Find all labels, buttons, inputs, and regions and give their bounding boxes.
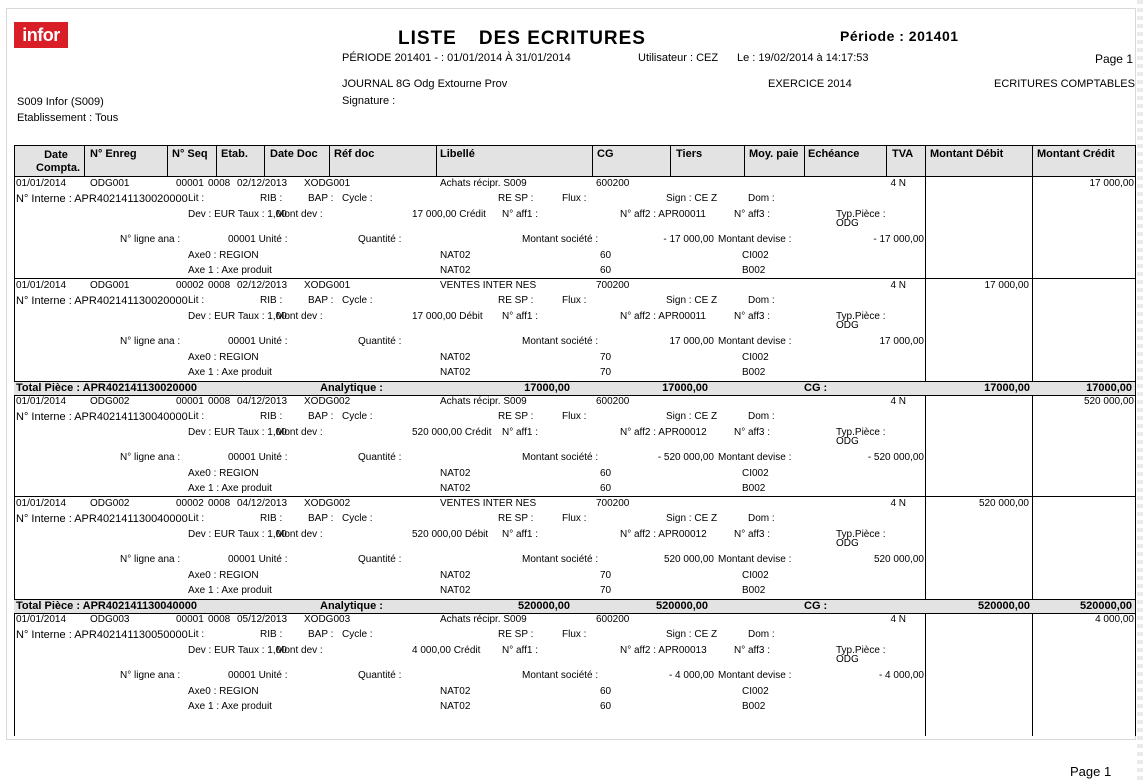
entry-aff2: N° aff2 : APR00013 xyxy=(620,645,707,656)
label-sign: Sign : CE Z xyxy=(666,513,718,524)
entry-aff2: N° aff2 : APR00011 xyxy=(620,311,706,322)
entry-date: 01/01/2014 xyxy=(16,614,67,625)
total-piece-label: Total Pièce : APR402141130020000 xyxy=(16,382,198,394)
col-montant-debit: Montant Débit xyxy=(930,148,1004,160)
entry-tva: 4 N xyxy=(890,396,906,407)
total-analytique-label: Analytique : xyxy=(320,382,383,394)
label-axe0: Axe0 : REGION xyxy=(188,570,259,581)
entry-axe-value: 60 xyxy=(600,265,612,276)
label-montant-societe: Montant société : xyxy=(522,336,599,347)
exercice-label: EXERCICE 2014 xyxy=(768,78,852,90)
entry-b002: B002 xyxy=(742,585,766,596)
label-axe0: Axe0 : REGION xyxy=(188,352,259,363)
total-piece-row xyxy=(14,599,1135,614)
label-quantite: Quantité : xyxy=(358,670,402,681)
entry-enreg: ODG002 xyxy=(90,498,130,509)
entry-date: 01/01/2014 xyxy=(16,396,67,407)
total-cg-value: 17000,00 xyxy=(662,382,708,394)
col-libelle: Libellé xyxy=(440,148,475,160)
entry-montant-devise: 17 000,00 xyxy=(879,336,924,347)
total-debit: 17000,00 xyxy=(984,382,1030,394)
entry-nat02: NAT02 xyxy=(440,585,471,596)
infor-logo: infor xyxy=(14,22,68,48)
entry-date-doc: 02/12/2013 xyxy=(237,280,288,291)
label-bap: BAP : xyxy=(308,411,334,422)
entry-montant-devise: 520 000,00 xyxy=(873,554,924,565)
label-axe0: Axe0 : REGION xyxy=(188,468,259,479)
entry-tva: 4 N xyxy=(890,614,906,625)
label-dom: Dom : xyxy=(748,411,775,422)
label-dev: Dev : EUR Taux : 1,00 xyxy=(188,645,287,656)
entry-ci002: CI002 xyxy=(742,570,769,581)
total-credit: 17000,00 xyxy=(1086,382,1132,394)
label-ligne-ana: N° ligne ana : xyxy=(120,452,181,463)
col-ref-doc: Réf doc xyxy=(334,148,375,160)
entry-seq: 00001 xyxy=(176,396,204,407)
signature-label: Signature : xyxy=(342,95,396,107)
label-montant-societe: Montant société : xyxy=(522,554,599,565)
label-odg: ODG xyxy=(836,538,859,549)
label-odg: ODG xyxy=(836,218,859,229)
label-axe1: Axe 1 : Axe produit xyxy=(188,483,272,494)
page-number-top: Page 1 xyxy=(1094,52,1133,66)
entry-interne: N° Interne : APR402141130020000 xyxy=(16,295,188,307)
entry-cg: 700200 xyxy=(596,498,630,509)
label-lit: Lit : xyxy=(188,411,205,422)
report-title: LISTE DES ECRITURES xyxy=(398,28,646,49)
entry-interne: N° Interne : APR402141130050000 xyxy=(16,629,188,641)
entry-date-doc: 04/12/2013 xyxy=(237,396,288,407)
label-dom: Dom : xyxy=(748,629,775,640)
col-date-doc: Date Doc xyxy=(270,148,318,160)
label-axe1: Axe 1 : Axe produit xyxy=(188,367,272,378)
label-rib: RIB : xyxy=(260,513,283,524)
entry-nat02: NAT02 xyxy=(440,250,471,261)
label-dom: Dom : xyxy=(748,295,775,306)
label-resp: RE SP : xyxy=(498,411,534,422)
entry-aff2: N° aff2 : APR00012 xyxy=(620,427,707,438)
label-axe1: Axe 1 : Axe produit xyxy=(188,585,272,596)
entry-axe-value: 60 xyxy=(600,701,612,712)
entry-b002: B002 xyxy=(742,483,766,494)
label-axe1: Axe 1 : Axe produit xyxy=(188,701,272,712)
entry-ref: XODG002 xyxy=(304,498,351,509)
entry-libelle: Achats récipr. S009 xyxy=(440,178,527,189)
entry-tva: 4 N xyxy=(890,498,906,509)
label-resp: RE SP : xyxy=(498,193,534,204)
print-date: Le : 19/02/2014 à 14:17:53 xyxy=(737,52,869,64)
label-bap: BAP : xyxy=(308,193,334,204)
entry-mont-dev: 17 000,00 Crédit xyxy=(412,209,486,220)
label-quantite: Quantité : xyxy=(358,234,402,245)
label-cycle: Cycle : xyxy=(342,193,373,204)
label-montant-societe: Montant société : xyxy=(522,670,599,681)
entry-nat02: NAT02 xyxy=(440,265,471,276)
label-mont-dev: Mont dev : xyxy=(276,311,323,322)
label-dev: Dev : EUR Taux : 1,00 xyxy=(188,427,287,438)
col-moy-paie: Moy. paie xyxy=(749,148,799,160)
entry-nat02: NAT02 xyxy=(440,570,471,581)
total-cg-label: CG : xyxy=(804,600,828,612)
label-flux: Flux : xyxy=(562,411,587,422)
entry-libelle: Achats récipr. S009 xyxy=(440,396,527,407)
entry-date-doc: 02/12/2013 xyxy=(237,178,288,189)
entry-mont-dev: 520 000,00 Crédit xyxy=(412,427,492,438)
entry-montant-societe: - 17 000,00 xyxy=(663,234,714,245)
entry-etab: 0008 xyxy=(208,178,231,189)
label-unite: 00001 Unité : xyxy=(228,554,288,565)
entry-axe-value: 70 xyxy=(600,367,612,378)
col-montant-credit: Montant Crédit xyxy=(1037,148,1115,160)
label-bap: BAP : xyxy=(308,513,334,524)
entry-libelle: Achats récipr. S009 xyxy=(440,614,527,625)
col-echeance: Echéance xyxy=(808,148,860,160)
label-ligne-ana: N° ligne ana : xyxy=(120,554,181,565)
label-odg: ODG xyxy=(836,320,859,331)
entry-credit: 4 000,00 xyxy=(1095,614,1134,625)
entry-ref: XODG001 xyxy=(304,280,351,291)
entry-ref: XODG001 xyxy=(304,178,351,189)
label-resp: RE SP : xyxy=(498,295,534,306)
entry-debit: 520 000,00 xyxy=(978,498,1029,509)
total-cg-value: 520000,00 xyxy=(656,600,708,612)
label-cycle: Cycle : xyxy=(342,629,373,640)
label-sign: Sign : CE Z xyxy=(666,411,718,422)
entry-cg: 600200 xyxy=(596,396,630,407)
page-edge xyxy=(1137,0,1143,782)
label-lit: Lit : xyxy=(188,513,205,524)
label-odg: ODG xyxy=(836,436,859,447)
label-axe0: Axe0 : REGION xyxy=(188,250,259,261)
entry-libelle: VENTES INTER NES xyxy=(440,498,537,509)
entry-mont-dev: 520 000,00 Débit xyxy=(412,529,489,540)
entry-etab: 0008 xyxy=(208,498,231,509)
label-typ-piece: Typ.Pièce : xyxy=(836,645,886,656)
label-sign: Sign : CE Z xyxy=(666,629,718,640)
entry-ref: XODG002 xyxy=(304,396,351,407)
row-separator xyxy=(14,496,1135,497)
label-rib: RIB : xyxy=(260,411,283,422)
label-montant-devise: Montant devise : xyxy=(718,670,792,681)
journal-label: JOURNAL 8G Odg Extourne Prov xyxy=(342,78,508,90)
entry-ci002: CI002 xyxy=(742,250,769,261)
label-aff3: N° aff3 : xyxy=(734,645,771,656)
entry-enreg: ODG003 xyxy=(90,614,130,625)
period-header: Période : 201401 xyxy=(840,28,959,44)
entry-seq: 00002 xyxy=(176,498,204,509)
entry-montant-societe: - 4 000,00 xyxy=(668,670,714,681)
entry-etab: 0008 xyxy=(208,396,231,407)
establishment-label: Etablissement : Tous xyxy=(17,112,119,124)
entry-libelle: VENTES INTER NES xyxy=(440,280,537,291)
company-label: S009 Infor (S009) xyxy=(17,96,104,108)
entry-enreg: ODG001 xyxy=(90,178,130,189)
label-flux: Flux : xyxy=(562,629,587,640)
col-n-enreg: N° Enreg xyxy=(90,148,137,160)
entry-montant-devise: - 520 000,00 xyxy=(867,452,924,463)
entry-ci002: CI002 xyxy=(742,468,769,479)
entry-montant-devise: - 4 000,00 xyxy=(878,670,924,681)
entry-montant-societe: 17 000,00 xyxy=(669,336,714,347)
total-cg-label: CG : xyxy=(804,382,828,394)
period-range: PÉRIODE 201401 - : 01/01/2014 À 31/01/2014 xyxy=(342,52,571,64)
entry-date-doc: 04/12/2013 xyxy=(237,498,288,509)
total-credit: 520000,00 xyxy=(1080,600,1132,612)
total-piece-label: Total Pièce : APR402141130040000 xyxy=(16,600,198,612)
label-unite: 00001 Unité : xyxy=(228,234,288,245)
label-aff3: N° aff3 : xyxy=(734,529,771,540)
entry-interne: N° Interne : APR402141130040000 xyxy=(16,411,188,423)
label-rib: RIB : xyxy=(260,295,283,306)
entry-interne: N° Interne : APR402141130040000 xyxy=(16,513,188,525)
col-tva: TVA xyxy=(892,148,914,160)
entry-montant-societe: - 520 000,00 xyxy=(657,452,714,463)
entry-seq: 00001 xyxy=(176,178,204,189)
total-piece-row xyxy=(14,381,1135,396)
label-montant-societe: Montant société : xyxy=(522,452,599,463)
label-axe1: Axe 1 : Axe produit xyxy=(188,265,272,276)
entry-interne: N° Interne : APR402141130020000 xyxy=(16,193,188,205)
label-typ-piece: Typ.Pièce : xyxy=(836,529,886,540)
entry-axe-value: 60 xyxy=(600,686,612,697)
label-unite: 00001 Unité : xyxy=(228,670,288,681)
label-dom: Dom : xyxy=(748,513,775,524)
entry-enreg: ODG002 xyxy=(90,396,130,407)
label-lit: Lit : xyxy=(188,295,205,306)
entry-seq: 00002 xyxy=(176,280,204,291)
label-montant-devise: Montant devise : xyxy=(718,452,792,463)
entry-credit: 520 000,00 xyxy=(1083,396,1134,407)
label-quantite: Quantité : xyxy=(358,336,402,347)
label-cycle: Cycle : xyxy=(342,295,373,306)
entry-cg: 600200 xyxy=(596,614,630,625)
entry-nat02: NAT02 xyxy=(440,352,471,363)
entry-enreg: ODG001 xyxy=(90,280,130,291)
label-quantite: Quantité : xyxy=(358,554,402,565)
label-ligne-ana: N° ligne ana : xyxy=(120,234,181,245)
entry-debit: 17 000,00 xyxy=(984,280,1029,291)
entry-mont-dev: 17 000,00 Débit xyxy=(412,311,483,322)
entry-aff2: N° aff2 : APR00011 xyxy=(620,209,706,220)
entry-cg: 700200 xyxy=(596,280,630,291)
col-tiers: Tiers xyxy=(676,148,703,160)
label-aff1: N° aff1 : xyxy=(502,529,539,540)
entries-body xyxy=(14,176,1135,736)
entry-date: 01/01/2014 xyxy=(16,178,67,189)
entry-ref: XODG003 xyxy=(304,614,351,625)
table-header xyxy=(14,145,1135,177)
entry-montant-societe: 520 000,00 xyxy=(663,554,714,565)
entry-axe-value: 70 xyxy=(600,570,612,581)
label-quantite: Quantité : xyxy=(358,452,402,463)
entry-credit: 17 000,00 xyxy=(1089,178,1134,189)
col-etab: Etab. xyxy=(221,148,248,160)
entry-date-doc: 05/12/2013 xyxy=(237,614,288,625)
label-ligne-ana: N° ligne ana : xyxy=(120,336,181,347)
label-mont-dev: Mont dev : xyxy=(276,645,323,656)
label-flux: Flux : xyxy=(562,193,587,204)
label-dev: Dev : EUR Taux : 1,00 xyxy=(188,311,287,322)
entry-b002: B002 xyxy=(742,367,766,378)
col-n-seq: N° Seq xyxy=(172,148,208,160)
label-typ-piece: Typ.Pièce : xyxy=(836,311,886,322)
label-typ-piece: Typ.Pièce : xyxy=(836,427,886,438)
entry-axe-value: 70 xyxy=(600,352,612,363)
label-mont-dev: Mont dev : xyxy=(276,209,323,220)
label-resp: RE SP : xyxy=(498,629,534,640)
col-date-compta: Date Compta. xyxy=(36,149,80,174)
page-number-bottom: Page 1 xyxy=(1070,764,1112,779)
entry-etab: 0008 xyxy=(208,280,231,291)
label-montant-societe: Montant société : xyxy=(522,234,599,245)
label-rib: RIB : xyxy=(260,193,283,204)
ecritures-label: ECRITURES COMPTABLES xyxy=(994,78,1135,90)
label-ligne-ana: N° ligne ana : xyxy=(120,670,181,681)
label-flux: Flux : xyxy=(562,295,587,306)
label-sign: Sign : CE Z xyxy=(666,295,718,306)
entry-axe-value: 60 xyxy=(600,468,612,479)
entry-mont-dev: 4 000,00 Crédit xyxy=(412,645,481,656)
label-montant-devise: Montant devise : xyxy=(718,336,792,347)
entry-ci002: CI002 xyxy=(742,352,769,363)
label-aff3: N° aff3 : xyxy=(734,427,771,438)
entry-nat02: NAT02 xyxy=(440,483,471,494)
entry-date: 01/01/2014 xyxy=(16,498,67,509)
label-dev: Dev : EUR Taux : 1,00 xyxy=(188,529,287,540)
row-separator xyxy=(14,278,1135,279)
total-analytique-value: 520000,00 xyxy=(518,600,570,612)
label-resp: RE SP : xyxy=(498,513,534,524)
entry-b002: B002 xyxy=(742,265,766,276)
label-aff1: N° aff1 : xyxy=(502,427,539,438)
label-unite: 00001 Unité : xyxy=(228,452,288,463)
entry-aff2: N° aff2 : APR00012 xyxy=(620,529,707,540)
total-analytique-label: Analytique : xyxy=(320,600,383,612)
col-cg: CG xyxy=(597,148,614,160)
user-label: Utilisateur : CEZ xyxy=(638,52,719,64)
entry-axe-value: 60 xyxy=(600,483,612,494)
label-montant-devise: Montant devise : xyxy=(718,554,792,565)
entry-ci002: CI002 xyxy=(742,686,769,697)
label-aff3: N° aff3 : xyxy=(734,311,771,322)
label-montant-devise: Montant devise : xyxy=(718,234,792,245)
label-flux: Flux : xyxy=(562,513,587,524)
label-aff1: N° aff1 : xyxy=(502,209,539,220)
label-sign: Sign : CE Z xyxy=(666,193,718,204)
label-rib: RIB : xyxy=(260,629,283,640)
entry-tva: 4 N xyxy=(890,178,906,189)
entry-axe-value: 70 xyxy=(600,585,612,596)
label-lit: Lit : xyxy=(188,629,205,640)
label-unite: 00001 Unité : xyxy=(228,336,288,347)
label-bap: BAP : xyxy=(308,629,334,640)
entry-cg: 600200 xyxy=(596,178,630,189)
label-mont-dev: Mont dev : xyxy=(276,427,323,438)
label-typ-piece: Typ.Pièce : xyxy=(836,209,886,220)
label-aff3: N° aff3 : xyxy=(734,209,771,220)
label-cycle: Cycle : xyxy=(342,411,373,422)
total-analytique-value: 17000,00 xyxy=(524,382,570,394)
entry-date: 01/01/2014 xyxy=(16,280,67,291)
entry-tva: 4 N xyxy=(890,280,906,291)
entry-nat02: NAT02 xyxy=(440,701,471,712)
total-debit: 520000,00 xyxy=(978,600,1030,612)
label-aff1: N° aff1 : xyxy=(502,645,539,656)
label-cycle: Cycle : xyxy=(342,513,373,524)
label-dev: Dev : EUR Taux : 1,00 xyxy=(188,209,287,220)
entry-etab: 0008 xyxy=(208,614,231,625)
label-lit: Lit : xyxy=(188,193,205,204)
entry-b002: B002 xyxy=(742,701,766,712)
label-mont-dev: Mont dev : xyxy=(276,529,323,540)
label-bap: BAP : xyxy=(308,295,334,306)
entry-seq: 00001 xyxy=(176,614,204,625)
label-dom: Dom : xyxy=(748,193,775,204)
entry-axe-value: 60 xyxy=(600,250,612,261)
entry-nat02: NAT02 xyxy=(440,686,471,697)
label-aff1: N° aff1 : xyxy=(502,311,539,322)
label-axe0: Axe0 : REGION xyxy=(188,686,259,697)
label-odg: ODG xyxy=(836,654,859,665)
entry-nat02: NAT02 xyxy=(440,367,471,378)
entry-montant-devise: - 17 000,00 xyxy=(873,234,924,245)
entry-nat02: NAT02 xyxy=(440,468,471,479)
